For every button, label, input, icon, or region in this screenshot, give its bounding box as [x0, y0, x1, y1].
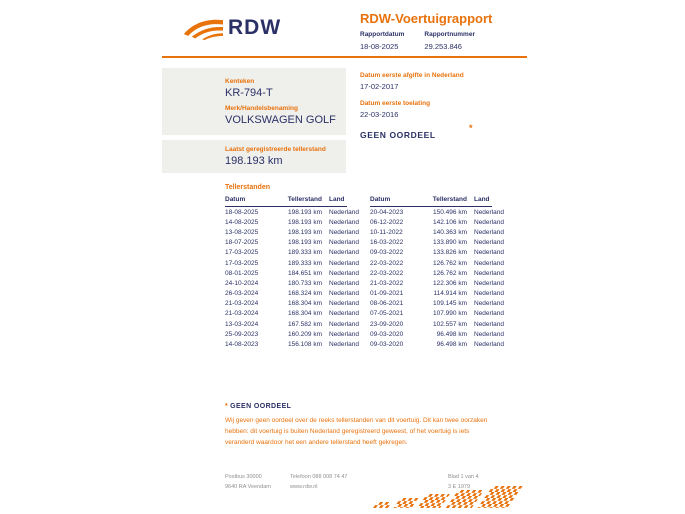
meter-date: 21-03-2022 — [370, 279, 404, 287]
meter-value: 126.762 km — [433, 259, 467, 267]
report-date-value: 18-08-2025 — [360, 42, 399, 51]
col-tellerstand: Tellerstand — [422, 194, 467, 207]
table-row — [370, 258, 492, 268]
toelating-value: 22-03-2016 — [360, 110, 399, 119]
table-row — [370, 268, 492, 278]
table-row — [225, 319, 347, 329]
meter-value: 156.108 km — [288, 341, 322, 349]
table-row — [225, 309, 347, 319]
meter-date: 18-08-2025 — [225, 208, 259, 216]
meter-value: 109.145 km — [433, 300, 467, 308]
report-date — [360, 31, 404, 51]
meter-date: 22-03-2022 — [370, 259, 404, 267]
table-row — [225, 207, 347, 218]
col-datum: Datum — [225, 194, 277, 207]
table-row — [370, 248, 492, 258]
meter-country: Nederland — [329, 320, 359, 328]
meter-date: 13-08-2025 — [225, 228, 259, 236]
checkered-flag-graphic — [375, 486, 515, 508]
table-row — [370, 278, 492, 288]
meter-date: 18-07-2025 — [225, 239, 259, 247]
meter-value: 150.496 km — [433, 208, 467, 216]
meter-date: 14-08-2023 — [225, 341, 259, 349]
table-row — [225, 238, 347, 248]
logo-text: RDW — [228, 16, 282, 39]
meter-value: 189.333 km — [288, 249, 322, 257]
footer-doc-code: 3 E 1979 — [448, 484, 471, 490]
footnote-title-text: GEEN OORDEEL — [230, 403, 292, 410]
footer-address-line2: 9640 RA Veendam — [225, 484, 271, 490]
table-row — [225, 217, 347, 227]
meter-country: Nederland — [329, 218, 359, 226]
meter-date: 25-09-2023 — [225, 330, 259, 338]
tellerstanden-table-left — [225, 194, 359, 350]
meter-country: Nederland — [474, 320, 504, 328]
meter-country: Nederland — [474, 341, 504, 349]
table-row — [370, 227, 492, 237]
meter-country: Nederland — [474, 310, 504, 318]
header-divider — [162, 56, 527, 58]
meter-value: 126.762 km — [433, 269, 467, 277]
meter-value: 142.106 km — [433, 218, 467, 226]
meter-country: Nederland — [329, 259, 359, 267]
meter-country: Nederland — [474, 239, 504, 247]
oordeel-status: GEEN OORDEEL — [360, 130, 436, 140]
table-header-row — [225, 194, 347, 207]
meter-country: Nederland — [329, 341, 359, 349]
report-number — [424, 31, 475, 51]
table-row — [370, 238, 492, 248]
rdw-logo — [183, 14, 281, 42]
meter-date: 08-06-2021 — [370, 300, 404, 308]
table-row — [225, 299, 347, 309]
table-row — [370, 207, 492, 218]
page-title: RDW-Voertuigrapport — [360, 11, 493, 26]
meter-country: Nederland — [329, 290, 359, 298]
table-row — [225, 339, 347, 349]
meter-country: Nederland — [474, 279, 504, 287]
meter-value: 107.990 km — [433, 310, 467, 318]
meter-country: Nederland — [474, 269, 504, 277]
meter-date: 07-05-2021 — [370, 310, 404, 318]
meter-country: Nederland — [329, 310, 359, 318]
col-land: Land — [467, 194, 492, 207]
meter-country: Nederland — [329, 269, 359, 277]
table-row — [225, 329, 347, 339]
tellerstand-box — [162, 140, 346, 173]
table-row — [370, 309, 492, 319]
vehicle-info-box — [162, 68, 346, 135]
table-row — [225, 258, 347, 268]
tellerstanden-heading: Tellerstanden — [225, 184, 270, 191]
meter-country: Nederland — [474, 330, 504, 338]
meter-date: 21-03-2024 — [225, 300, 259, 308]
meter-country: Nederland — [474, 228, 504, 236]
meter-country: Nederland — [474, 259, 504, 267]
meter-value: 160.209 km — [288, 330, 322, 338]
meter-date: 09-03-2020 — [370, 330, 404, 338]
meter-value: 198.193 km — [288, 218, 322, 226]
col-tellerstand: Tellerstand — [277, 194, 322, 207]
afgifte-label: Datum eerste afgifte in Nederland — [360, 72, 464, 79]
meter-date: 20-04-2023 — [370, 208, 404, 216]
kenteken-label: Kenteken — [225, 78, 255, 85]
meter-value: 133.826 km — [433, 249, 467, 257]
meter-date: 17-03-2025 — [225, 249, 259, 257]
footer-address-line1: Postbus 30000 — [225, 474, 262, 480]
col-datum: Datum — [370, 194, 422, 207]
merk-label: Merk/Handelsbenaming — [225, 105, 298, 112]
meter-country: Nederland — [329, 239, 359, 247]
table-row — [370, 217, 492, 227]
meter-country: Nederland — [329, 300, 359, 308]
meter-date: 13-03-2024 — [225, 320, 259, 328]
meter-value: 168.304 km — [288, 310, 322, 318]
meter-value: 198.193 km — [288, 239, 322, 247]
meter-date: 24-10-2024 — [225, 279, 259, 287]
meter-value: 167.582 km — [288, 320, 322, 328]
meter-value: 133.890 km — [433, 239, 467, 247]
report-number-value: 29.253.846 — [424, 42, 462, 51]
flag-segment — [373, 502, 392, 508]
tellerstanden-tables — [225, 194, 504, 350]
col-land: Land — [322, 194, 347, 207]
meter-date: 09-03-2022 — [370, 249, 404, 257]
meter-country: Nederland — [474, 208, 504, 216]
report-number-label: Rapportnummer — [424, 31, 475, 38]
footer-page-number: Blad 1 van 4 — [448, 474, 479, 480]
meter-date: 06-12-2022 — [370, 218, 404, 226]
footer-website-link[interactable]: www.rdw.nl — [290, 484, 318, 490]
toelating-label: Datum eerste toelating — [360, 100, 431, 107]
meter-date: 17-03-2025 — [225, 259, 259, 267]
meter-value: 140.363 km — [433, 228, 467, 236]
tellerstanden-table-right — [370, 194, 504, 350]
meter-value: 102.557 km — [433, 320, 467, 328]
table-row — [225, 248, 347, 258]
meter-value: 168.324 km — [288, 290, 322, 298]
tellerstand-label: Laatst geregistreerde tellerstand — [225, 146, 326, 153]
meter-value: 184.651 km — [288, 269, 322, 277]
meter-date: 10-11-2022 — [370, 228, 403, 236]
report-meta — [360, 31, 475, 51]
meter-date: 08-01-2025 — [225, 269, 259, 277]
meter-value: 96.498 km — [436, 341, 467, 349]
meter-country: Nederland — [329, 228, 359, 236]
table-row — [225, 227, 347, 237]
meter-date: 01-09-2021 — [370, 290, 404, 298]
meter-value: 96.498 km — [436, 330, 467, 338]
meter-country: Nederland — [329, 330, 359, 338]
meter-value: 198.193 km — [288, 228, 322, 236]
table-row — [370, 289, 492, 299]
table-row — [225, 268, 347, 278]
footnote-title — [225, 403, 493, 410]
footnote-asterisk: * — [225, 403, 229, 410]
footer-phone: Telefoon 088 008 74 47 — [290, 474, 348, 480]
meter-date: 23-09-2020 — [370, 320, 404, 328]
meter-value: 122.306 km — [433, 279, 467, 287]
report-date-label: Rapportdatum — [360, 31, 405, 38]
meter-date: 22-03-2022 — [370, 269, 404, 277]
flag-segment — [417, 494, 450, 508]
footnote — [225, 403, 493, 448]
table-row — [370, 319, 492, 329]
meter-country: Nederland — [474, 300, 504, 308]
registration-dates — [360, 72, 520, 128]
table-row — [370, 299, 492, 309]
merk-value: VOLKSWAGEN GOLF — [225, 114, 336, 126]
afgifte-value: 17-02-2017 — [360, 82, 399, 91]
meter-country: Nederland — [474, 249, 504, 257]
rdw-logo-icon — [183, 14, 223, 42]
meter-country: Nederland — [474, 290, 504, 298]
meter-date: 09-03-2020 — [370, 341, 404, 349]
table-row — [370, 339, 492, 349]
meter-value: 198.193 km — [288, 208, 322, 216]
table-header-row — [370, 194, 492, 207]
meter-date: 26-03-2024 — [225, 290, 259, 298]
meter-date: 21-03-2024 — [225, 310, 259, 318]
meter-value: 168.304 km — [288, 300, 322, 308]
tellerstand-value: 198.193 km — [225, 155, 283, 167]
meter-value: 189.333 km — [288, 259, 322, 267]
meter-country: Nederland — [329, 279, 359, 287]
flag-segment — [393, 498, 418, 508]
oordeel-asterisk: * — [469, 123, 473, 133]
table-row — [225, 289, 347, 299]
table-row — [370, 329, 492, 339]
footnote-text: Wij geven geen oordeel over de reeks tellerstanden van dit voertuig. Dit kan twee oorzaken hebben: dit voertuig is buiten Nederland geregistreerd geweest, of het voertuig is iets veranderd waardoor het een andere tellerstand heeft gekregen. — [225, 417, 488, 447]
meter-country: Nederland — [474, 218, 504, 226]
footer-address — [225, 474, 290, 490]
meter-country: Nederland — [329, 208, 359, 216]
table-row — [225, 278, 347, 288]
meter-value: 114.914 km — [433, 290, 467, 298]
meter-country: Nederland — [329, 249, 359, 257]
meter-value: 180.733 km — [288, 279, 322, 287]
kenteken-value: KR-794-T — [225, 87, 273, 99]
meter-date: 14-08-2025 — [225, 218, 259, 226]
meter-date: 16-03-2022 — [370, 239, 404, 247]
